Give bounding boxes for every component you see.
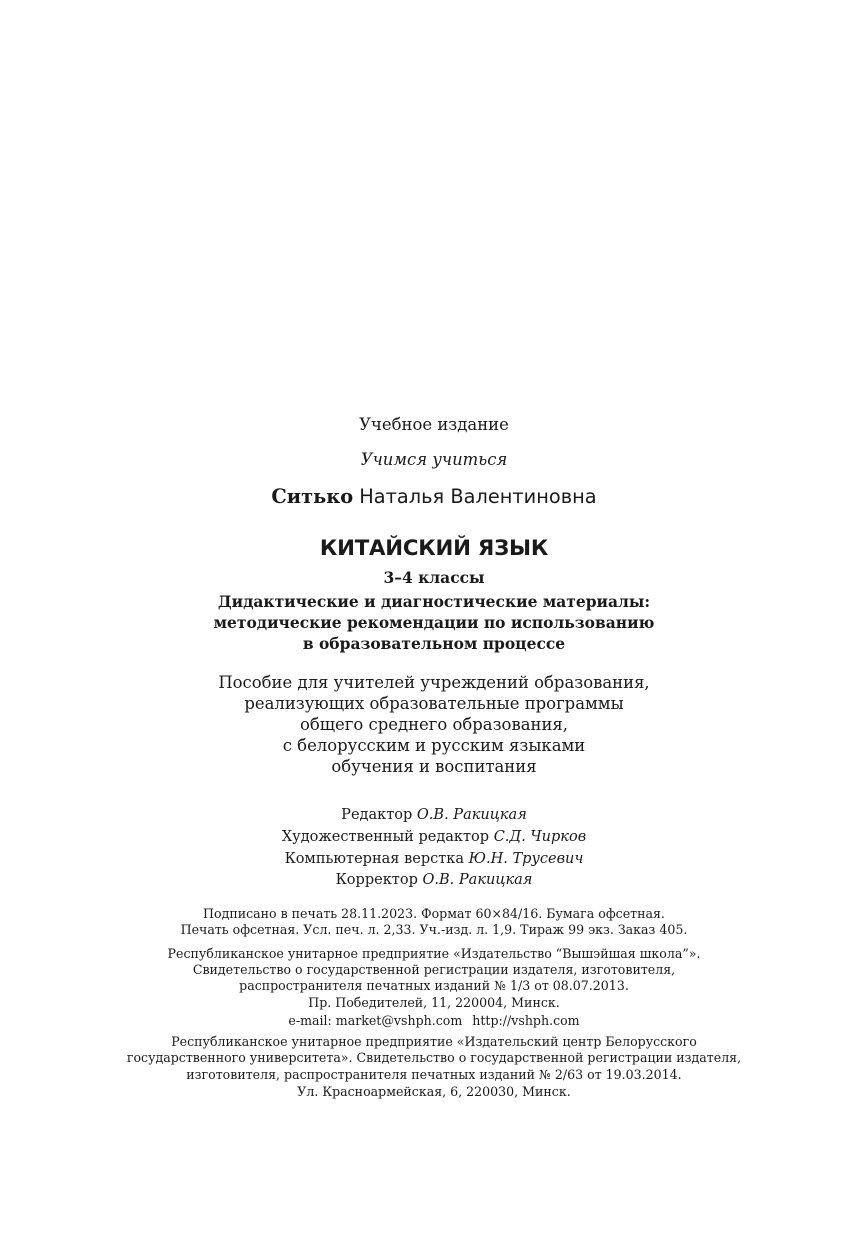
printer-address: Ул. Красноармейская, 6, 220030, Минск. — [297, 1084, 571, 1099]
book-title: КИТАЙСКИЙ ЯЗЫК — [319, 536, 549, 561]
print-details-line: Печать офсетная. Усл. печ. л. 2,33. Уч.-изд. л. 1,9. Тираж 99 экз. Заказ 405. — [180, 922, 688, 937]
credit-editor — [0, 807, 868, 823]
purpose-line: обучения и воспитания — [331, 757, 537, 776]
print-details-line: Подписано в печать 28.11.2023. Формат 60×84/16. Бумага офсетная. — [203, 906, 665, 921]
credit-name: Ю.Н. Трусевич — [468, 851, 584, 867]
author-given-names: Наталья Валентиновна — [359, 485, 597, 508]
credit-name: О.В. Ракицкая — [422, 872, 533, 888]
publisher-line: распространителя печатных изданий № 1/3 от 08.07.2013. — [239, 978, 629, 993]
author-name — [0, 485, 868, 508]
printer-line: изготовителя, распространителя печатных изданий № 2/63 от 19.03.2014. — [186, 1067, 682, 1082]
publisher-website-link[interactable]: http://vshph.com — [472, 1013, 580, 1028]
publisher-email: e-mail: market@vshph.com — [288, 1013, 463, 1028]
credit-name: С.Д. Чирков — [493, 829, 587, 845]
grades-label: 3–4 классы — [383, 568, 485, 587]
purpose-line: Пособие для учителей учреждений образования, — [218, 673, 650, 692]
credit-role: Художественный редактор — [281, 829, 490, 845]
credit-role: Корректор — [335, 872, 418, 888]
credit-proofreader — [0, 872, 868, 888]
publisher-address: Пр. Победителей, 11, 220004, Минск. — [308, 995, 560, 1010]
edition-type: Учебное издание — [359, 415, 509, 434]
author-surname: Ситько — [271, 485, 354, 508]
publisher-line: Республиканское унитарное предприятие «Издательство “Вышэйшая школа”». — [167, 946, 701, 961]
credit-art-editor — [0, 829, 868, 845]
credit-layout — [0, 851, 868, 867]
subtitle-line: методические рекомендации по использованию — [213, 613, 655, 632]
purpose-line: общего среднего образования, — [299, 715, 569, 734]
subtitle-line: Дидактические и диагностические материалы: — [217, 592, 651, 611]
purpose-line: реализующих образовательные программы — [244, 694, 624, 713]
printer-line: Республиканское унитарное предприятие «Издательский центр Белорусского — [171, 1034, 697, 1049]
credit-role: Компьютерная верстка — [284, 851, 465, 867]
publisher-contacts — [0, 1013, 868, 1028]
subtitle-line: в образовательном процессе — [302, 634, 566, 653]
credit-name: О.В. Ракицкая — [416, 807, 527, 823]
publisher-line: Свидетельство о государственной регистрации издателя, изготовителя, — [192, 962, 676, 977]
credit-role: Редактор — [341, 807, 413, 823]
purpose-line: с белорусским и русским языками — [282, 736, 586, 755]
printer-line: государственного университета». Свидетельство о государственной регистрации издателя, — [126, 1050, 742, 1065]
series-title: Учимся учиться — [360, 450, 508, 469]
